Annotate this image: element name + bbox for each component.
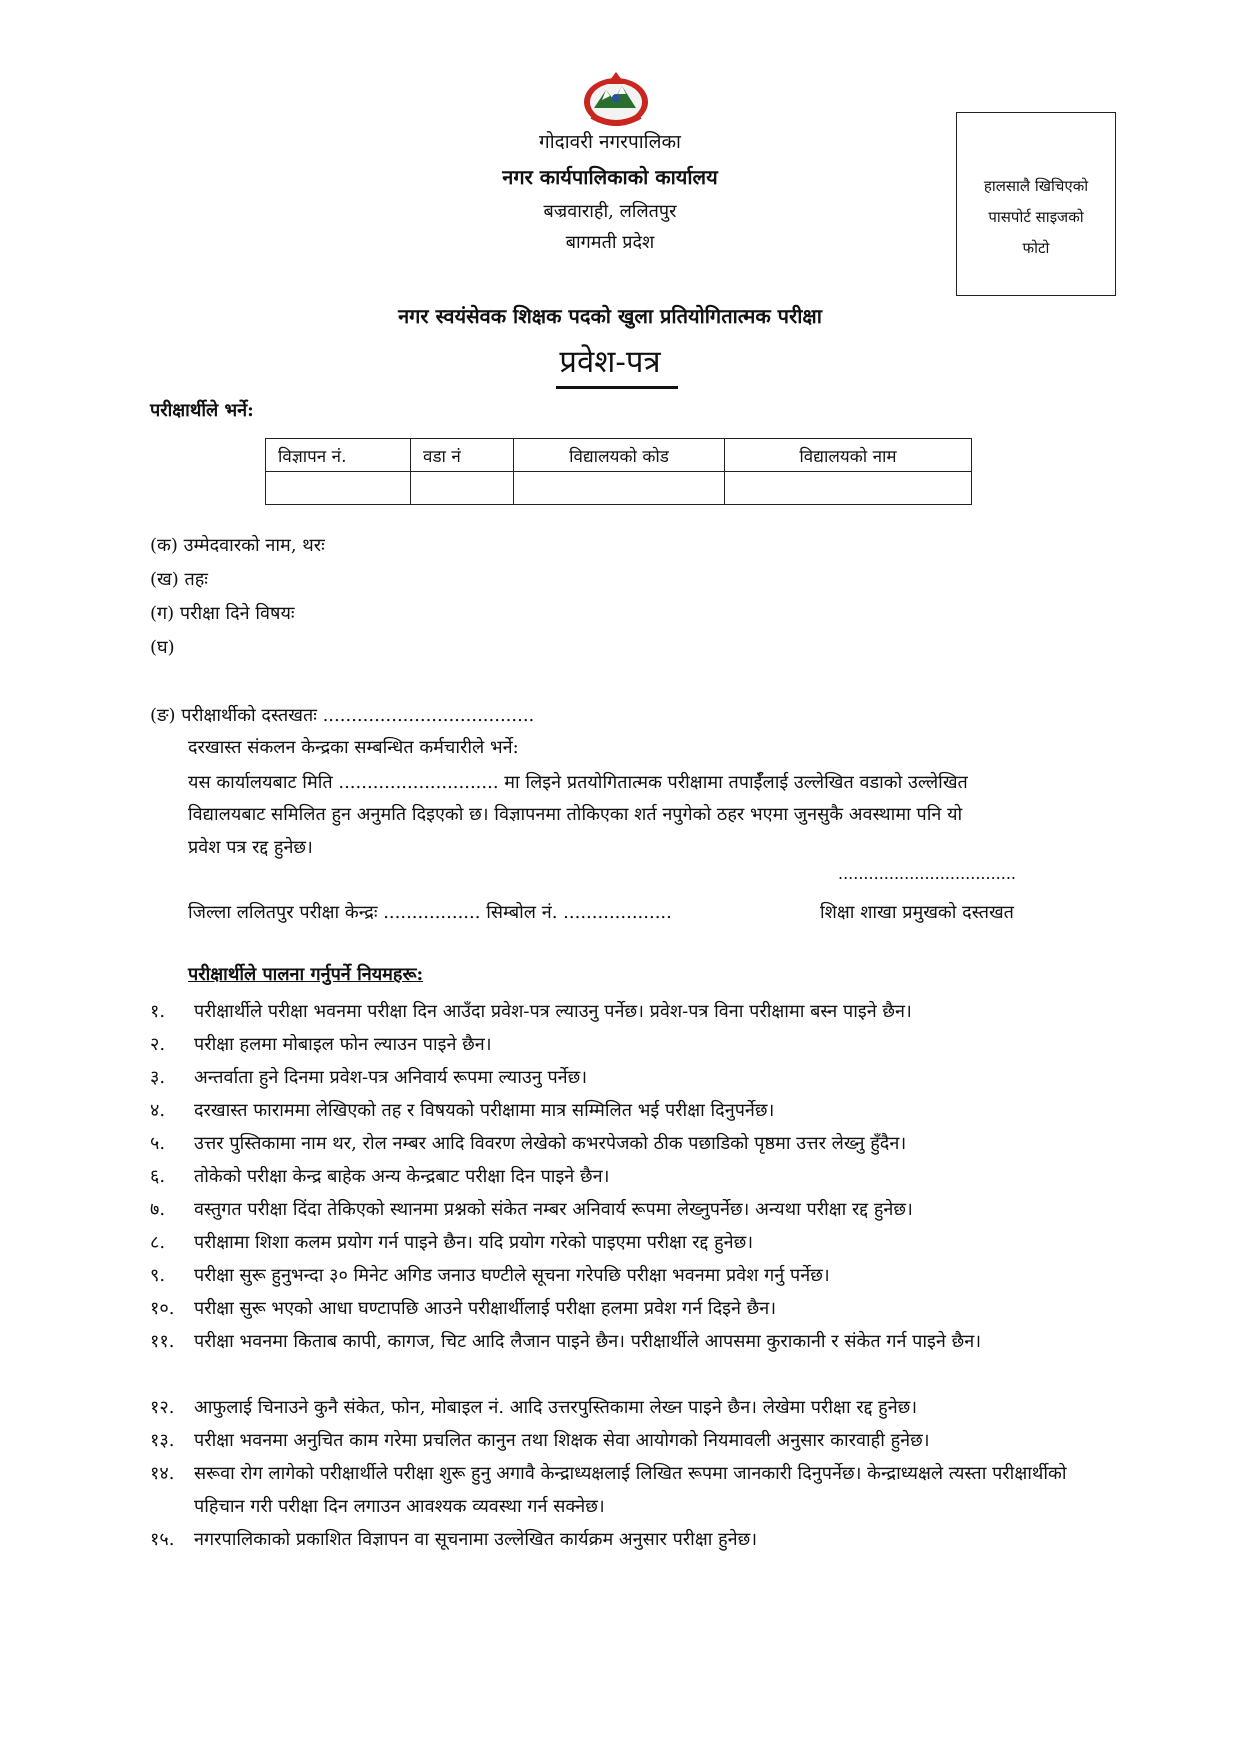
permission-text-line: विद्यालयबाट समिलित हुन अनुमति दिइएको छ। विज्ञापनमा तोकिएका शर्त नपुगेको ठहर भएमा जुनसुकै अवस्थामा पनि यो — [188, 804, 963, 825]
item-gha: (घ) — [150, 637, 175, 658]
section-head-signature-label: शिक्षा शाखा प्रमुखको दस्तखत — [820, 902, 1014, 923]
item-level: (ख) तहः — [150, 569, 208, 590]
municipality-name: गोदावरी नगरपालिका — [539, 131, 681, 153]
nepal-emblem — [578, 68, 654, 130]
rule-item: ९. परीक्षा सुरू हुनुभन्दा ३० मिनेट अगिड जनाउ घण्टीले सूचना गरेपछि परीक्षा भवनमा प्रवेश गर्नु पर्नेछ। — [150, 1265, 830, 1286]
item-candidate-name: (क) उम्मेदवारको नाम, थरः — [150, 535, 325, 556]
rule-item: १. परीक्षार्थीले परीक्षा भवनमा परीक्षा दिन आउँदा प्रवेश-पत्र ल्याउनु पर्नेछ। प्रवेश-पत्र विना परीक्षामा बस्न पाइने छैन। — [150, 1001, 912, 1022]
permission-text-line: प्रवेश पत्र रद्द हुनेछ। — [188, 837, 313, 858]
candidate-info-table — [265, 438, 972, 505]
candidate-fill-label: परीक्षार्थीले भर्ने: — [150, 400, 254, 421]
rule-item: ६. तोकेको परीक्षा केन्द्र बाहेक अन्य केन्द्रबाट परीक्षा दिन पाइने छैन। — [150, 1166, 610, 1187]
photo-box — [956, 112, 1116, 296]
header-advertisement-no: विज्ञापन नं. — [266, 439, 411, 472]
photo-box-line: हालसालै खिचिएको — [983, 177, 1089, 195]
ward-no-cell[interactable] — [411, 472, 514, 505]
header-school-name: विद्यालयको नाम — [725, 439, 972, 472]
rule-item: १३. परीक्षा भवनमा अनुचित काम गरेमा प्रचलित कानुन तथा शिक्षक सेवा आयोगको नियमावली अनुसार कारवाही हुनेछ। — [150, 1430, 930, 1451]
header-ward-no: वडा नं — [411, 439, 514, 472]
header-school-code: विद्यालयको कोड — [514, 439, 725, 472]
photo-box-line: फोटो — [1022, 239, 1050, 257]
rule-item: ३. अन्तर्वाता हुने दिनमा प्रवेश-पत्र अनिवार्य रूपमा ल्याउनु पर्नेछ। — [150, 1067, 588, 1088]
office-fill-label: दरखास्त संकलन केन्द्रका सम्बन्धित कर्मचारीले भर्ने: — [188, 737, 519, 758]
rule-item: ४. दरखास्त फाराममा लेखिएको तह र विषयको परीक्षामा मात्र सम्मिलित भई परीक्षा दिनुपर्नेछ। — [150, 1100, 775, 1121]
rules-heading: परीक्षार्थीले पालना गर्नुपर्ने नियमहरू: — [188, 964, 424, 985]
school-name-cell[interactable] — [725, 472, 972, 505]
item-candidate-signature: (ङ) परीक्षार्थीको दस्तखतः ..................................... — [150, 705, 535, 726]
advertisement-no-cell[interactable] — [266, 472, 411, 505]
province-name: बागमती प्रदेश — [565, 232, 655, 253]
item-exam-subject: (ग) परीक्षा दिने विषयः — [150, 603, 295, 624]
rule-item: ८. परीक्षामा शिशा कलम प्रयोग गर्न पाइने छैन। यदि प्रयोग गरेको पाइएमा परीक्षा रद्द हुनेछ। — [150, 1232, 754, 1253]
permission-text-line: यस कार्यालयबाट मिति ............................ मा लिइने प्रतयोगितात्मक परीक्षामा तपाईँलाई उल्लेखित वडाको उल्लेखित — [188, 772, 968, 793]
admit-card-title: प्रवेश-पत्र — [559, 344, 661, 380]
exam-title: नगर स्वयंसेवक शिक्षक पदको खुला प्रतियोगितात्मक परीक्षा — [398, 304, 822, 328]
office-address: बज्रवाराही, ललितपुर — [543, 201, 677, 222]
rule-item: १०. परीक्षा सुरू भएको आधा घण्टापछि आउने परीक्षार्थीलाई परीक्षा हलमा प्रवेश गर्न दिइने छैन। — [150, 1298, 777, 1319]
rule-item: ११. परीक्षा भवनमा किताब कापी, कागज, चिट आदि लैजान पाइने छैन। परीक्षार्थीले आपसमा कुराकानी र संकेत गर्न पाइने छैन। — [150, 1331, 982, 1352]
exam-centre-line: जिल्ला ललितपुर परीक्षा केन्द्रः ................. सिम्बोल नं. ................... — [188, 902, 672, 923]
rule-item: १२. आफुलाई चिनाउने कुनै संकेत, फोन, मोबाइल नं. आदि उत्तरपुस्तिकामा लेख्न पाइने छैन। लेखेमा परीक्षा रद्द हुनेछ। — [150, 1397, 918, 1418]
school-code-cell[interactable] — [514, 472, 725, 505]
table-input-row — [266, 472, 972, 505]
signature-dots: ................................... — [838, 864, 1017, 883]
rule-item: २. परीक्षा हलमा मोबाइल फोन ल्याउन पाइने छैन। — [150, 1034, 492, 1055]
rule-item: १५. नगरपालिकाको प्रकाशित विज्ञापन वा सूचनामा उल्लेखित कार्यक्रम अनुसार परीक्षा हुनेछ। — [150, 1529, 758, 1550]
table-header-row — [266, 439, 972, 472]
office-name: नगर कार्यपालिकाको कार्यालय — [502, 165, 718, 189]
rule-item: १४. सरूवा रोग लागेको परीक्षार्थीले परीक्षा शुरू हुनु अगावै केन्द्राध्यक्षलाई लिखित रूपमा जानकारी दिनुपर्नेछ। केन्द्राध्यक्षले त्यस्ता परीक्षार्थीको पहिचान गरी परीक्षा दिन लगाउन आवश्यक व्यवस्था गर्न सक्नेछ। — [150, 1463, 1067, 1517]
rule-item: ७. वस्तुगत परीक्षा दिंदा तेकिएको स्थानमा प्रश्नको संकेत नम्बर अनिवार्य रूपमा लेख्नुपर्नेछ। अन्यथा परीक्षा रद्द हुनेछ। — [150, 1199, 913, 1220]
rule-item: ५. उत्तर पुस्तिकामा नाम थर, रोल नम्बर आदि विवरण लेखेको कभरपेजको ठीक पछाडिको पृष्ठमा उत्तर लेख्नु हुँदैन। — [150, 1133, 907, 1154]
title-underline — [556, 386, 678, 389]
photo-box-line: पासपोर्ट साइजको — [988, 208, 1084, 226]
